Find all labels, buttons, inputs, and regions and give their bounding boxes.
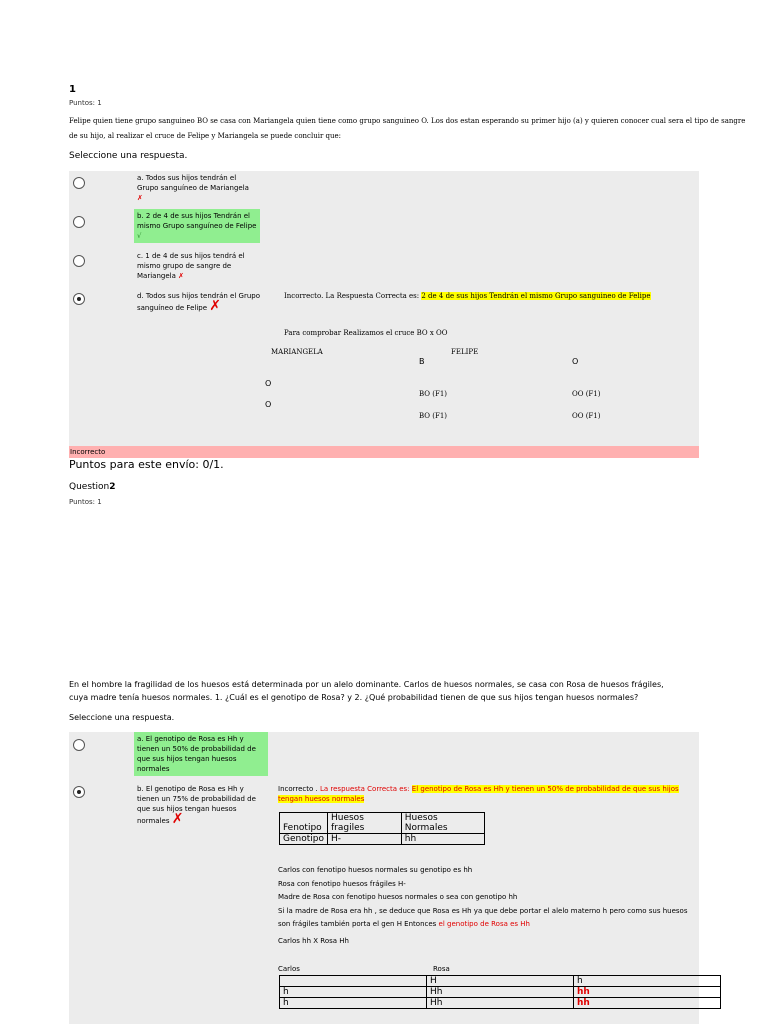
allele-o-row1: O <box>265 379 272 388</box>
allele-o-row2: O <box>265 400 272 409</box>
option-label-correct: a. El genotipo de Rosa es Hh y tienen un 50% de probabilidad de que sus hijos tengan huesos normales <box>134 732 268 776</box>
incorrect-mark-icon: ✗ <box>171 811 184 827</box>
correct-check-icon: √ <box>137 232 142 240</box>
cross-cell: OO (F1) <box>572 390 601 398</box>
radio-button[interactable] <box>73 739 85 751</box>
option-label: b. El genotipo de Rosa es Hh y tienen un 75% de probabilidad de que sus hijos tengan huesos normales ✗ <box>137 785 256 827</box>
incorrect-mark-icon: ✗ <box>178 272 184 280</box>
option-row-d[interactable] <box>69 285 699 446</box>
question-points: Puntos: 1 <box>69 99 102 107</box>
option-label: a. Todos sus hijos tendrán el Grupo sanguíneo de Mariangela ✗ <box>137 174 249 202</box>
option-label: c. 1 de 4 de sus hijos tendrá el mismo grupo de sangre de Mariangela ✗ <box>137 252 245 280</box>
question-number: 1 <box>69 84 76 95</box>
punnett-table: H h h Hh hh h Hh hh <box>279 975 721 1009</box>
radio-button[interactable] <box>73 177 85 189</box>
score-text: Puntos para este envío: 0/1. <box>69 458 224 471</box>
father-label: FELIPE <box>451 348 479 356</box>
cross-cell: BO (F1) <box>419 412 448 420</box>
explanation-text: Carlos con fenotipo huesos normales su genotipo es hh Rosa con fenotipo huesos frágiles H- Madre de Rosa con fenotipo huesos normales o sea con genotipo hh Si la madre de Rosa era hh , se deduce que Rosa es Hh ya que debe portar el alelo materno h pero como sus huesos son frágiles también porta el gen H Entonces el genotipo de Rosa es Hh <box>278 866 688 928</box>
status-incorrect-bar: Incorrecto <box>69 446 699 458</box>
carlos-label: Carlos <box>278 965 300 973</box>
correct-answer-highlight: 2 de 4 de sus hijos Tendrán el mismo Grupo sanguineo de Felipe <box>421 292 651 300</box>
cross-title: Para comprobar Realizamos el cruce BO x OO <box>284 329 448 337</box>
option-row-c[interactable] <box>69 247 699 285</box>
incorrect-mark-icon: ✗ <box>209 298 221 314</box>
cross-line: Carlos hh X Rosa Hh <box>278 937 349 945</box>
option-row-a[interactable] <box>69 732 699 780</box>
radio-button[interactable] <box>73 216 85 228</box>
option-label: d. Todos sus hijos tendrán el Grupo sanguíneo de Felipe ✗ <box>137 292 260 314</box>
select-prompt: Seleccione una respuesta. <box>69 151 188 161</box>
feedback-text: Incorrecto. La Respuesta Correcta es: 2 de 4 de sus hijos Tendrán el mismo Grupo sanguineo de Felipe <box>284 292 651 300</box>
cross-cell: OO (F1) <box>572 412 601 420</box>
option-row-b[interactable] <box>69 780 699 1024</box>
allele-b: B <box>419 357 425 366</box>
option-row-b[interactable] <box>69 207 699 247</box>
incorrect-mark-icon: ✗ <box>137 194 143 202</box>
allele-o: O <box>572 357 579 366</box>
feedback-text: Incorrecto . La respuesta Correcta es: El genotipo de Rosa es Hh y tienen un 50% de probabilidad de que sus hijos tengan huesos normales <box>278 785 679 803</box>
select-prompt: Seleccione una respuesta. <box>69 713 175 722</box>
radio-button-selected[interactable] <box>73 786 85 798</box>
question-text: En el hombre la fragilidad de los huesos está determinada por un alelo dominante. Carlos de huesos normales, se casa con Rosa de huesos frágiles, cuya madre tenía huesos normales. 1. ¿Cuál es el genotipo de Rosa? y 2. ¿Qué probabilidad tienen de que sus hijos tengan huesos normales? <box>69 680 664 702</box>
mother-label: MARIANGELA <box>271 348 323 356</box>
radio-button-selected[interactable] <box>73 293 85 305</box>
radio-button[interactable] <box>73 255 85 267</box>
option-label-correct: b. 2 de 4 de sus hijos Tendrán el mismo Grupo sanguíneo de Felipe √ <box>134 209 260 243</box>
conclusion-red: el genotipo de Rosa es Hh <box>438 920 530 928</box>
option-row-a[interactable] <box>69 171 699 207</box>
question-text: Felipe quien tiene grupo sanguineo BO se casa con Mariangela quien tiene como grupo sanguineo O. Los dos estan esperando su primer hijo (a) y quieren conocer cual sera el tipo de sangre de su hijo, al realizar el cruce de Felipe y Mariangela se puede concluir que: <box>69 117 746 140</box>
rosa-label: Rosa <box>433 965 450 973</box>
cross-cell: BO (F1) <box>419 390 448 398</box>
question-heading: Question2 <box>69 482 116 492</box>
correct-answer-highlight: El genotipo de Rosa es Hh y tienen un 50% de probabilidad de que sus hijos tengan huesos normales <box>278 785 679 803</box>
phenotype-table: Fenotipo Huesos fragiles Huesos Normales Genotipo H- hh <box>279 812 485 845</box>
question-points: Puntos: 1 <box>69 498 102 506</box>
